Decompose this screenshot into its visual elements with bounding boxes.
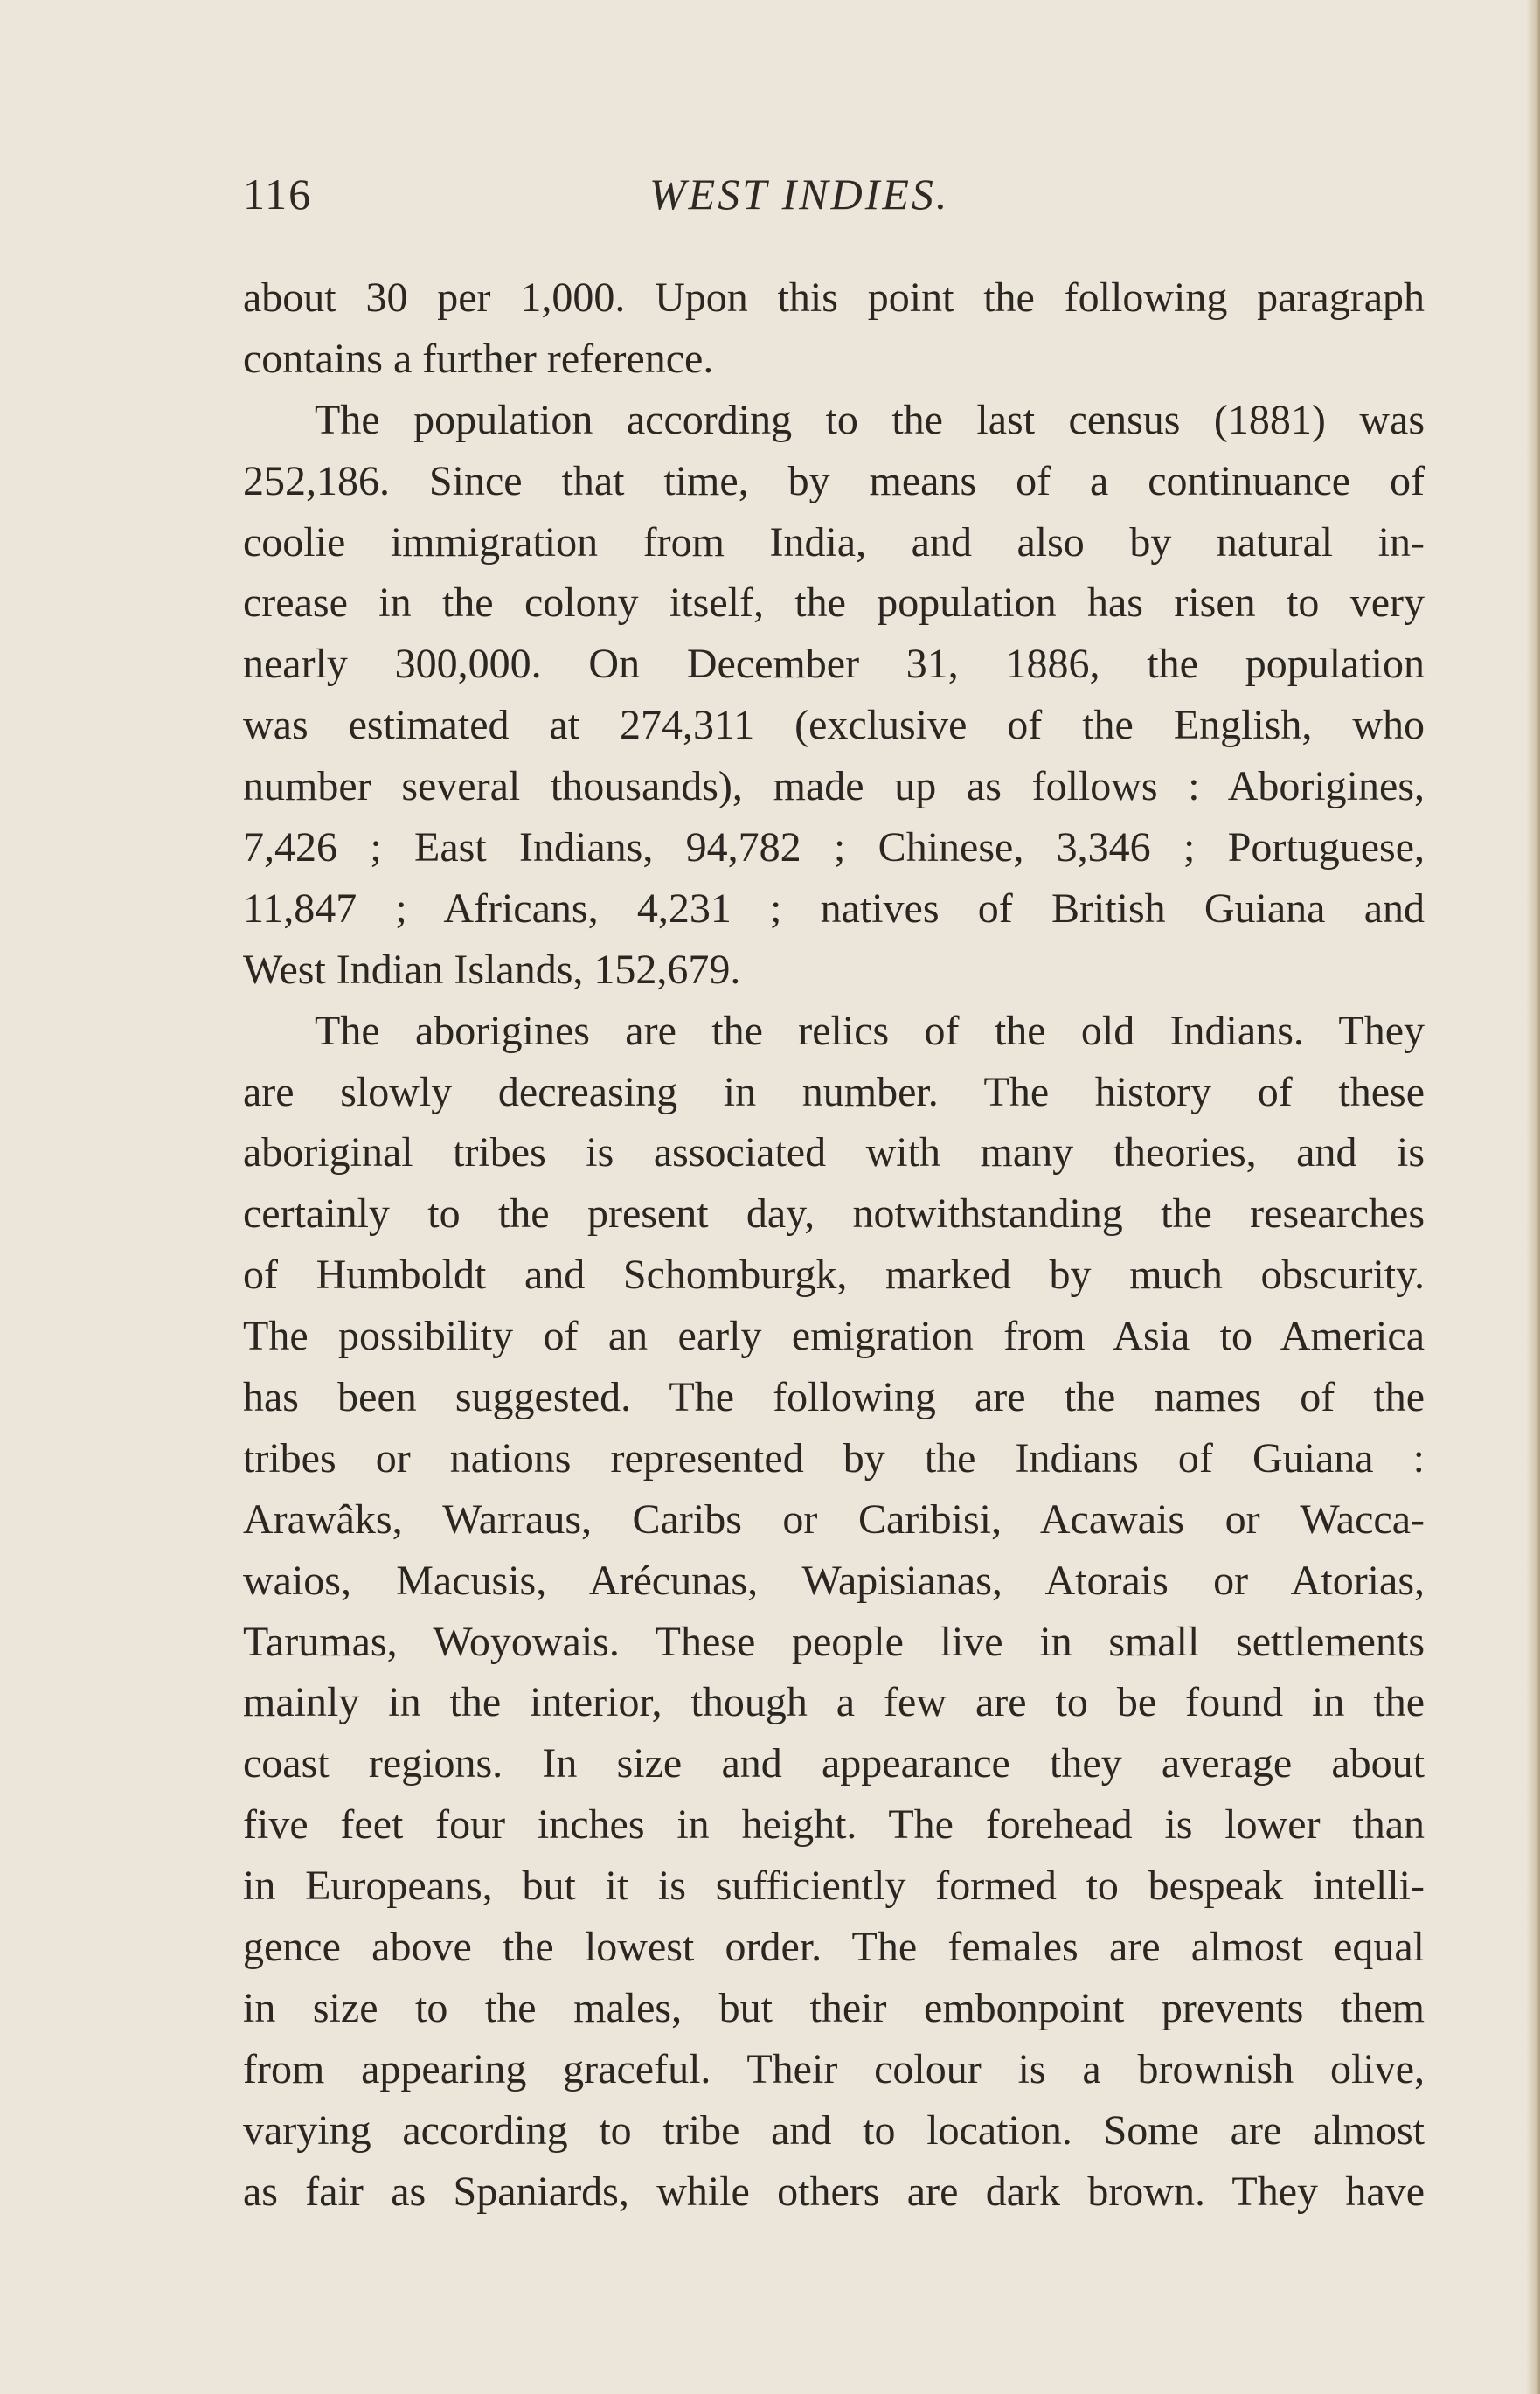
text-line: West Indian Islands, 152,679. [243, 946, 741, 993]
text-line: 252,186. Since that time, by means of a continuance of [243, 457, 1425, 504]
text-line: gence above the lowest order. The females are almost equal [243, 1924, 1425, 1971]
page-number: 116 [243, 170, 313, 219]
text-line: aboriginal tribes is associated with many theories, and is [243, 1129, 1425, 1176]
text-line: was estimated at 274,311 (exclusive of the English, who [243, 702, 1425, 749]
text-line: Tarumas, Woyowais. These people live in small settlements [243, 1618, 1425, 1665]
text-line: waios, Macusis, Arécunas, Wapisianas, Atorais or Atorias, [243, 1557, 1425, 1604]
text-line: certainly to the present day, notwithstanding the researches [243, 1190, 1425, 1238]
text-line: contains a further reference. [243, 335, 714, 382]
text-line: about 30 per 1,000. Upon this point the following paragraph [243, 274, 1425, 321]
text-line: mainly in the interior, though a few are to be found in the [243, 1679, 1425, 1726]
text-line: are slowly decreasing in number. The history of these [243, 1068, 1425, 1115]
text-line: in size to the males, but their embonpoint prevents them [243, 1984, 1425, 2031]
running-head [243, 168, 1432, 229]
running-title: WEST INDIES. [649, 170, 950, 219]
text-line: nearly 300,000. On December 31, 1886, the population [243, 641, 1425, 688]
text-line: The population according to the last census (1881) was [315, 396, 1425, 443]
text-line: The possibility of an early emigration from Asia to America [243, 1313, 1425, 1360]
text-line: coast regions. In size and appearance they average about [243, 1740, 1425, 1787]
text-line: number several thousands), made up as follows : Aborigines, [243, 763, 1425, 810]
text-line: as fair as Spaniards, while others are dark brown. They have [243, 2168, 1425, 2215]
page-edge-shadow [1526, 0, 1540, 2394]
body-text [243, 267, 1425, 2223]
text-line: varying according to tribe and to location. Some are almost [243, 2106, 1425, 2154]
text-line: from appearing graceful. Their colour is a brownish olive, [243, 2045, 1425, 2092]
text-line: coolie immigration from India, and also by natural in- [243, 518, 1425, 566]
text-line: 11,847 ; Africans, 4,231 ; natives of British Guiana and [243, 885, 1425, 932]
text-line: The aborigines are the relics of the old Indians. They [315, 1007, 1425, 1054]
text-line: 7,426 ; East Indians, 94,782 ; Chinese, 3,346 ; Portuguese, [243, 824, 1425, 871]
text-line: of Humboldt and Schomburgk, marked by much obscurity. [243, 1252, 1425, 1299]
text-line: Arawâks, Warraus, Caribs or Caribisi, Acawais or Wacca- [243, 1495, 1425, 1543]
text-line: five feet four inches in height. The forehead is lower than [243, 1801, 1425, 1849]
text-line: crease in the colony itself, the population has risen to very [243, 579, 1425, 627]
text-line: tribes or nations represented by the Indians of Guiana : [243, 1434, 1425, 1482]
text-line: in Europeans, but it is sufficiently formed to bespeak intelli- [243, 1863, 1425, 1910]
text-line: has been suggested. The following are the names of the [243, 1374, 1425, 1421]
